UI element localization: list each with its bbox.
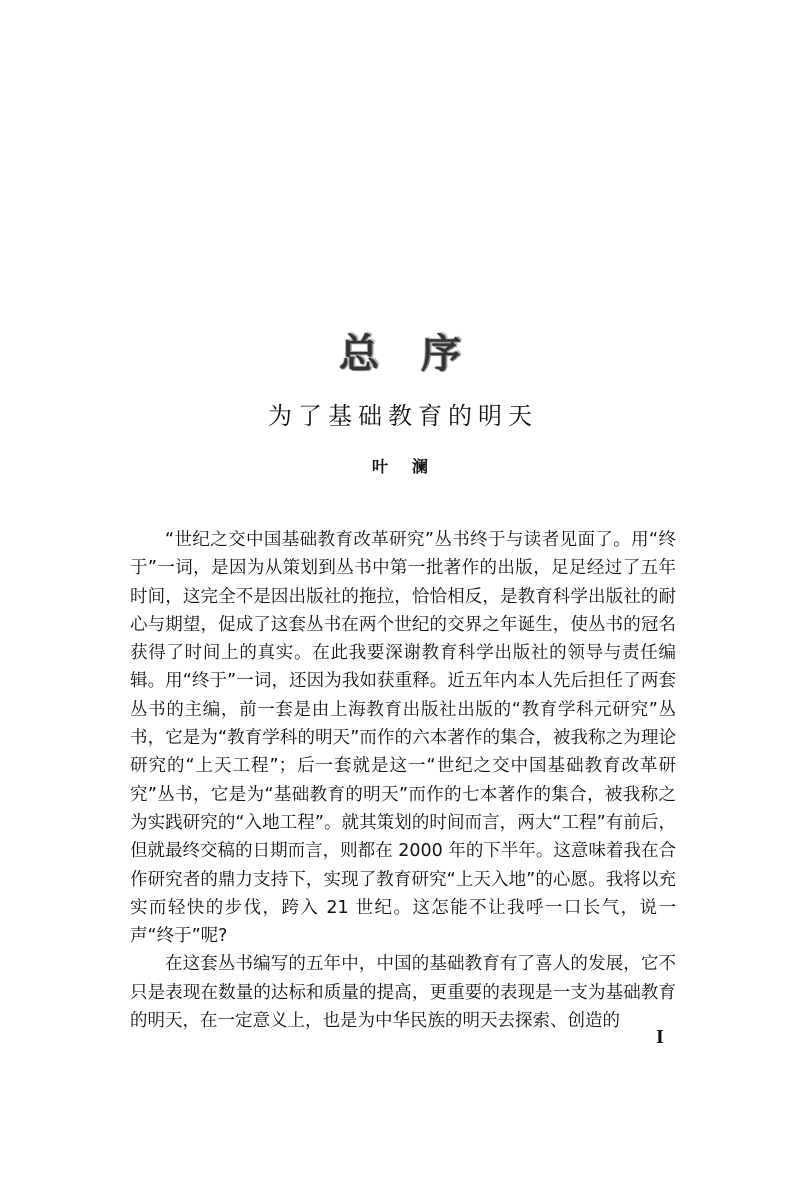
page-number: I xyxy=(656,1026,664,1048)
body-text xyxy=(130,526,676,1035)
section-heading: 总序 xyxy=(339,330,503,377)
paragraph-1: “世纪之交中国基础教育改革研究”丛书终于与读者见面了。用“终于”一词，是因为从策划到丛书中第一批著作的出版，足足经过了五年时间，这完全不是因出版社的拖拉，恰恰相反，是教育科学出版社的耐心与期望，促成了这套丛书在两个世纪的交界之年诞生，使丛书的冠名获得了时间上的真实。在此我要深谢教育科学出版社的领导与责任编辑。用“终于”一词，还因为我如获重释。近五年内本人先后担任了两套丛书的主编，前一套是由上海教育出版社出版的“教育学科元研究”丛书，它是为“教育学科的明天”而作的六本著作的集合，被我称之为理论研究的“上天工程”；后一套就是这一“世纪之交中国基础教育改革研究”丛书，它是为“基础教育的明天”而作的七本著作的集合，被我称之为实践研究的“入地工程”。就其策划的时间而言，两大“工程”有前后，但就最终交稿的日期而言，则都在 2000 年的下半年。这意味着我在合作研究者的鼎力支持下，实现了教育研究“上天入地”的心愿。我将以充实而轻快的步伐，跨入 21 世纪。这怎能不让我呼一口长气，说一声“终于”呢? xyxy=(130,530,676,947)
author-name: 叶澜 xyxy=(371,457,452,476)
preface-title: 为了基础教育的明天 xyxy=(268,402,538,430)
paragraph-2: 在这套丛书编写的五年中，中国的基础教育有了喜人的发展，它不只是表现在数量的达标和质量的提高，更重要的表现是一支为基础教育的明天，在一定意义上，也是为中华民族的明天去探索、创造的 xyxy=(130,954,676,1032)
